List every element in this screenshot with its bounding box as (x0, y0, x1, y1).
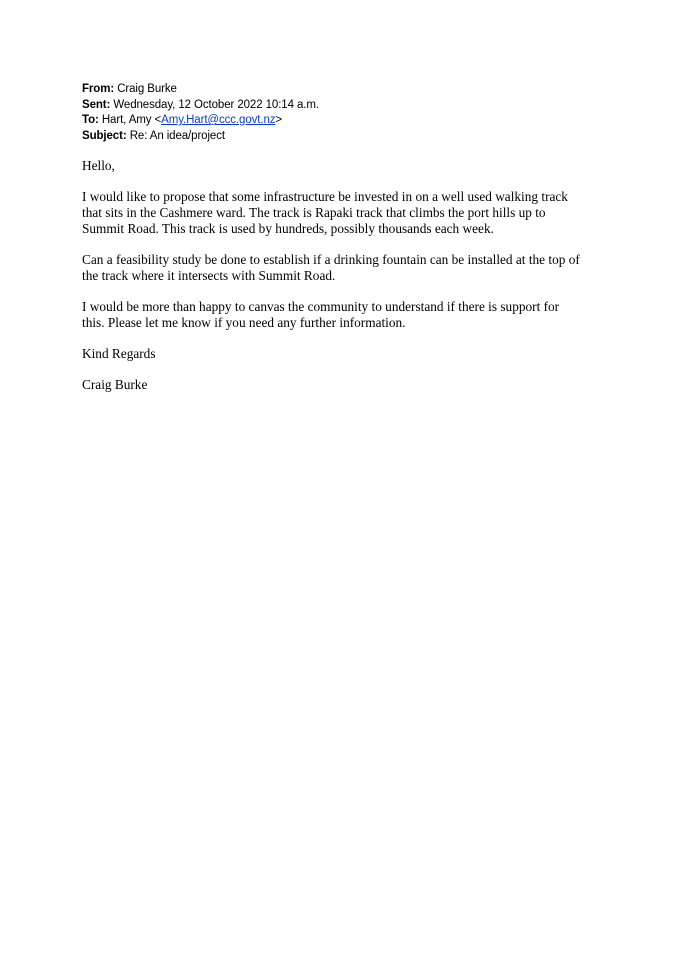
paragraph-feasibility: Can a feasibility study be done to establish if a drinking fountain can be installed at the top of the track where it intersects with Summit Road. (82, 252, 580, 283)
to-row (82, 113, 319, 129)
signature: Craig Burke (82, 377, 148, 392)
to-email-link[interactable]: Amy.Hart@ccc.govt.nz (161, 114, 276, 126)
subject-label: Subject: (82, 129, 127, 142)
to-suffix: > (275, 114, 283, 126)
from-value: Craig Burke (117, 83, 177, 95)
subject-value: Re: An idea/project (129, 129, 225, 142)
closing: Kind Regards (82, 346, 156, 361)
sent-value: Wednesday, 12 October 2022 10:14 a.m. (113, 98, 319, 111)
to-prefix: Hart, Amy < (101, 114, 162, 126)
from-label: From: (82, 83, 115, 95)
to-label: To: (82, 114, 99, 126)
email-body (82, 158, 602, 408)
sent-label: Sent: (82, 98, 111, 111)
paragraph-proposal: I would like to propose that some infrastructure be invested in on a well used walking track that sits in the Cashmere ward. The track is Rapaki track that climbs the port hills up to Summit Road. This track is used by hundreds, possibly thousands each week. (82, 189, 568, 236)
from-row (82, 82, 319, 98)
subject-row (82, 129, 319, 145)
sent-row (82, 98, 319, 114)
greeting: Hello, (82, 158, 115, 173)
email-header (82, 82, 319, 144)
paragraph-community: I would be more than happy to canvas the community to understand if there is support for this. Please let me know if you need any further information. (82, 299, 560, 330)
